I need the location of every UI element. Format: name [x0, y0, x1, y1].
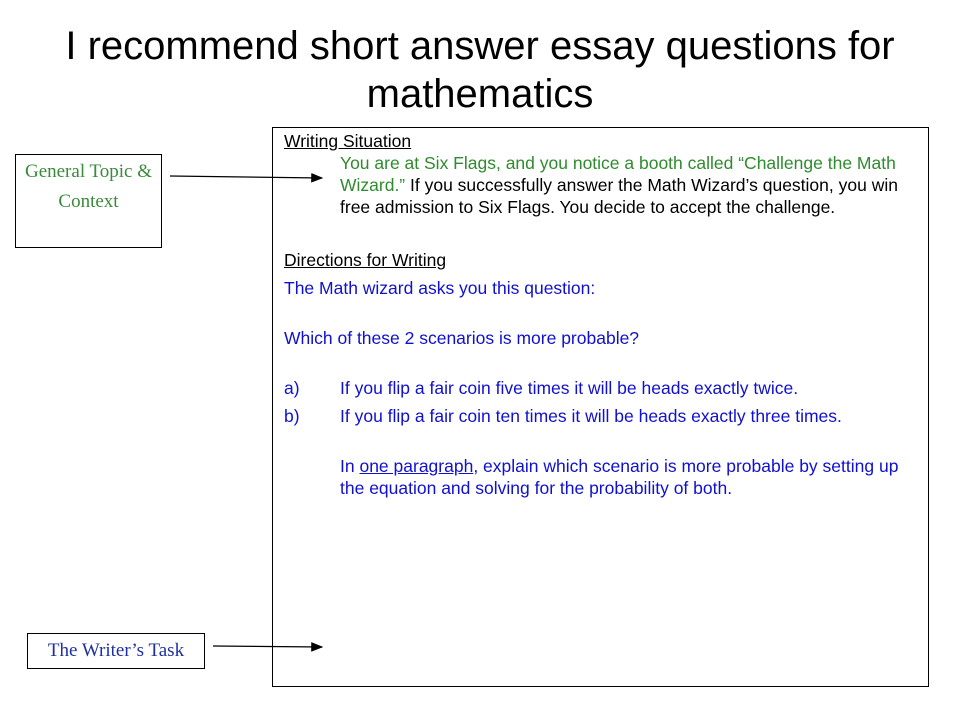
task-arrow	[213, 646, 322, 647]
task-underlined: one paragraph	[359, 456, 474, 476]
option-b-text: If you flip a fair coin ten times it will be heads exactly three times.	[340, 406, 842, 426]
writers-task-label: The Writer’s Task	[27, 633, 205, 669]
situation-black-text: If you successfully answer the Math Wizard’s question, you win free admission to Six Flags. You decide to accept the challenge.	[340, 175, 898, 217]
task-prefix: In	[340, 456, 360, 476]
general-topic-label: General Topic & Context	[15, 154, 162, 248]
option-a-marker: a)	[284, 378, 300, 398]
directions-heading: Directions for Writing	[284, 250, 447, 270]
writing-situation-heading: Writing Situation	[284, 131, 412, 151]
slide-title: I recommend short answer essay questions for mathematics	[65, 24, 895, 116]
situation-green-text: You are at Six Flags, and you notice a booth called “Challenge the Math Wizard.”	[340, 153, 896, 195]
option-a-text: If you flip a fair coin five times it will be heads exactly twice.	[340, 378, 799, 398]
task-suffix: , explain which scenario is more probable by setting up the equation and solving for the probability of both.	[340, 456, 899, 498]
question-text: Which of these 2 scenarios is more probable?	[284, 328, 640, 348]
topic-arrow	[170, 176, 322, 178]
wizard-asks-text: The Math wizard asks you this question:	[284, 278, 596, 298]
option-b-marker: b)	[284, 406, 300, 426]
